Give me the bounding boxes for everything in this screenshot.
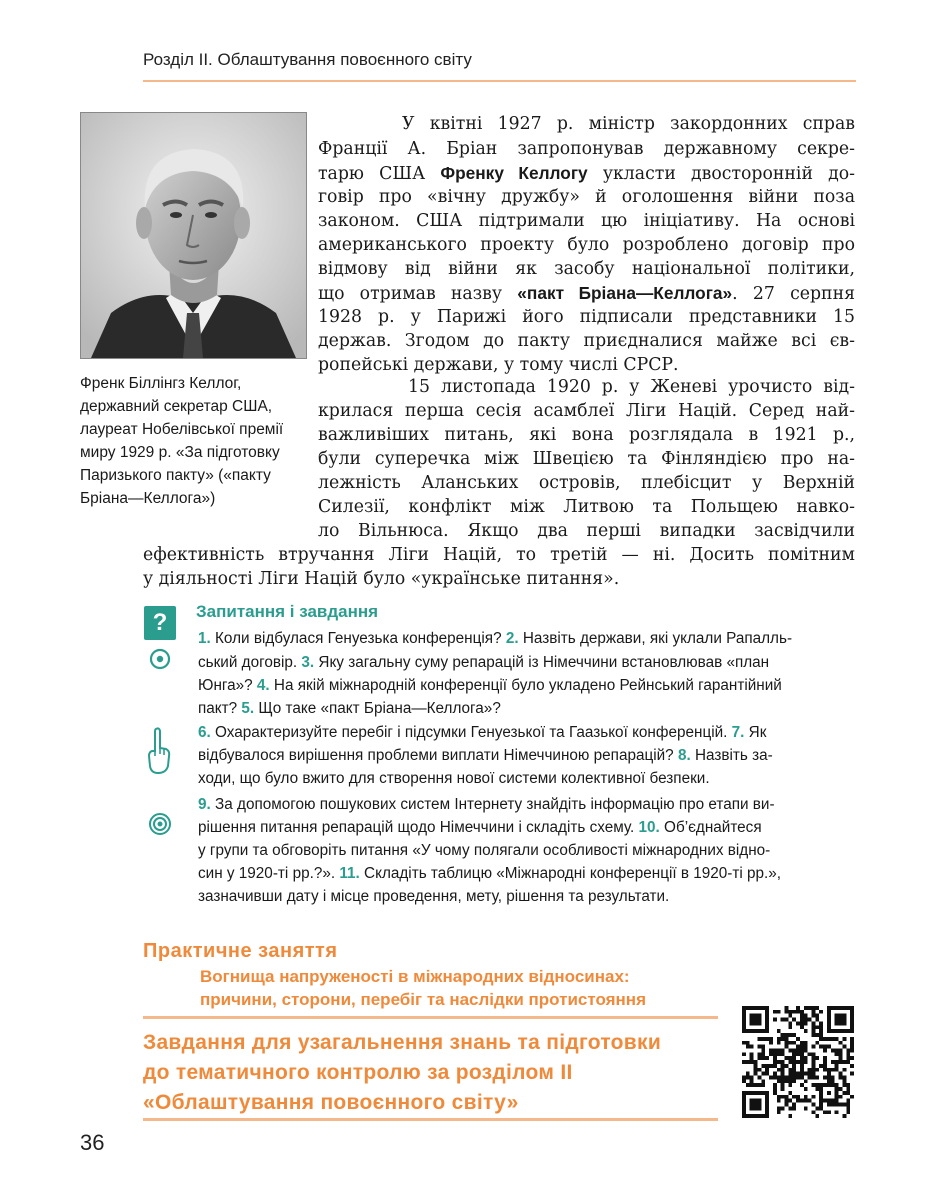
questions-title: Запитання і завдання: [196, 602, 379, 621]
practical-subtitle: Вогнища напруженості в міжнародних відносинах:: [200, 967, 630, 986]
text-line: законом. США підтримали цю ініціативу. На основі: [318, 211, 855, 231]
bullseye-icon: [148, 812, 172, 836]
question-line: [198, 770, 710, 788]
practical-subtitle: причини, сторони, перебіг та наслідки протистояння: [200, 990, 646, 1009]
text-line: держав. Згодом до пакту приєдналися майже всі єв-: [318, 331, 855, 351]
question-text: За допомогою пошукових систем Інтернету знайдіть інформацію про етапи ви-: [210, 796, 775, 813]
text-line: у діяльності Ліги Націй було «українське питання».: [143, 569, 620, 589]
caption-line: миру 1929 р. «За підготовку: [80, 444, 280, 461]
question-text: Об’єднайтеся: [659, 819, 762, 836]
question-line: [198, 654, 769, 672]
question-text: ходи, що було вжито для створення нової системи колективної безпеки.: [198, 770, 710, 787]
question-line: [198, 819, 762, 837]
question-number: 4.: [256, 677, 270, 694]
summary-line: Завдання для узагальнення знань та підготовки: [143, 1031, 662, 1054]
question-number: 2.: [505, 630, 519, 647]
term-pact: «пакт Бріана—Келлога»: [517, 283, 733, 303]
question-number: 7.: [731, 724, 745, 741]
section-divider: [143, 1016, 718, 1019]
text-span: тарю США: [318, 164, 441, 184]
question-text: рішення питання репарацій щодо Німеччини і складіть схему.: [198, 819, 639, 836]
text-line: У квітні 1927 р. міністр закордонних справ: [402, 114, 855, 134]
hand-pointing-icon: [146, 726, 172, 776]
question-number: 6.: [198, 724, 211, 741]
text-line: [318, 163, 855, 184]
question-text: Яку загальну суму репарацій із Німеччини встановлював «план: [314, 654, 770, 671]
question-line: [198, 630, 792, 648]
text-line: лежність Аланських островів, плебісцит у Верхній: [318, 473, 855, 493]
question-text: пакт?: [198, 700, 242, 717]
text-line: американського проекту було розроблено договір про: [318, 235, 855, 255]
text-line: ефективність втручання Ліги Націй, то третій — ні. Досить помітним: [143, 545, 855, 565]
term-kellogg: Френку Келлогу: [440, 163, 588, 183]
running-header: Розділ ІІ. Облаштування повоєнного світу: [143, 50, 472, 69]
question-number: 1.: [198, 630, 211, 647]
summary-heading: [143, 1028, 661, 1118]
text-span: укласти двосторонній до-: [587, 164, 855, 184]
text-line: відмову від війни як засобу національної політики,: [318, 259, 855, 279]
text-line: 1928 р. у Парижі його підписали представники 15: [318, 307, 855, 327]
question-text: Юнга»?: [198, 677, 257, 694]
text-line: важливіших питань, які вона розглядала в 1921 р.,: [318, 425, 855, 445]
text-line: ропейські держави, у тому числі СРСР.: [318, 355, 679, 375]
photo-caption: [80, 372, 308, 510]
question-text: ський договір.: [198, 654, 302, 671]
text-line: крилася перша сесія асамблеї Ліги Націй. Серед най-: [318, 401, 855, 421]
question-text: Як: [744, 724, 767, 741]
question-text: Назвіть держави, які уклали Рапалль-: [518, 630, 793, 647]
caption-line: лауреат Нобелівської премії: [80, 421, 284, 438]
text-line: говір про «вічну дружбу» й оголошення війни поза: [318, 187, 855, 207]
question-line: [198, 724, 766, 742]
question-icon: ?: [144, 606, 176, 640]
text-line: [318, 283, 855, 304]
question-line: [198, 677, 782, 695]
text-line: були суперечка між Швецією та Фінляндією про на-: [318, 449, 855, 469]
caption-line: Бріана—Келлога»): [80, 490, 216, 507]
text-line: 15 листопада 1920 р. у Женеві урочисто від-: [408, 377, 855, 397]
question-text: Коли відбулася Генуезька конференція?: [210, 630, 506, 647]
question-line: [198, 888, 669, 906]
section-divider: [143, 1118, 718, 1121]
question-text: у групи та обговоріть питання «У чому полягали особливості міжнародних відно-: [198, 842, 771, 859]
question-line: [198, 865, 781, 883]
question-line: [198, 700, 501, 718]
question-text: відбувалося вирішення проблеми виплати Німеччиною репарацій?: [198, 747, 678, 764]
summary-line: «Облаштування повоєнного світу»: [143, 1091, 519, 1114]
caption-line: Френк Біллінгз Келлог,: [80, 375, 242, 392]
header-divider: [143, 80, 856, 82]
caption-line: державний секретар США,: [80, 398, 273, 415]
page-number: 36: [80, 1130, 105, 1155]
text-span: що отримав назву: [318, 284, 518, 304]
question-text: Що таке «пакт Бріана—Келлога»?: [254, 700, 501, 717]
question-text: На якій міжнародній конференції було укладено Рейнський гарантійний: [269, 677, 782, 694]
question-line: [198, 796, 775, 814]
question-number: 8.: [677, 747, 691, 764]
question-number: 5.: [241, 700, 255, 717]
question-text: син у 1920-ті рр.?».: [198, 865, 340, 882]
text-line: Силезії, конфлікт між Литвою та Польщею навко-: [318, 497, 855, 517]
text-line: ло Вільнюса. Якщо два перші випадки засвідчили: [318, 521, 855, 541]
question-number: 3.: [301, 654, 315, 671]
question-number: 10.: [638, 819, 660, 836]
text-line: Франції А. Бріан запропонував державному секре-: [318, 139, 855, 159]
caption-line: Паризького пакту» («пакту: [80, 467, 271, 484]
question-line: [198, 747, 773, 765]
qr-code[interactable]: [742, 1004, 854, 1120]
question-line: [198, 842, 770, 860]
target-circle-icon: [149, 648, 171, 670]
text-span: . 27 серпня: [732, 284, 855, 304]
question-text: зазначивши дату і місце проведення, мету, рішення та результати.: [198, 888, 670, 905]
question-text: Назвіть за-: [690, 747, 773, 764]
question-number: 9.: [198, 796, 211, 813]
question-number: 11.: [339, 865, 360, 882]
practical-title: Практичне заняття: [143, 940, 338, 962]
question-text: Охарактеризуйте перебіг і підсумки Генуезької та Гаазької конференцій.: [210, 724, 732, 741]
summary-line: до тематичного контролю за розділом ІІ: [143, 1061, 573, 1084]
question-text: Складіть таблицю «Міжнародні конференції в 1920-ті рр.»,: [359, 865, 782, 882]
portrait-photo: [80, 112, 307, 359]
